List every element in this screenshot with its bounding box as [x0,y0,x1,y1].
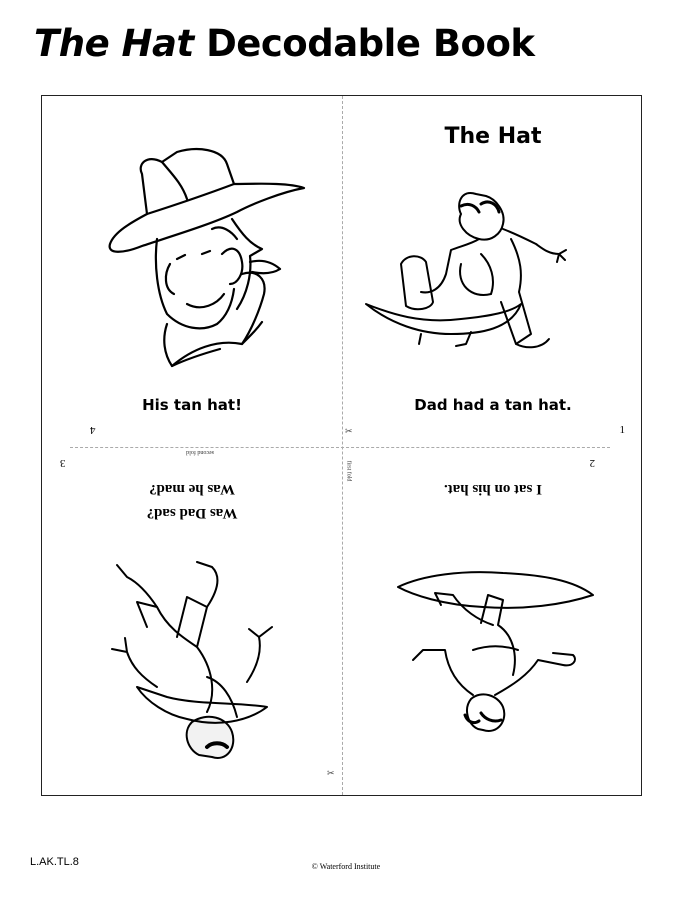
boy-holding-hat-illustration [361,184,591,359]
panel-page-3 [42,447,342,797]
panel-page-4 [42,96,342,446]
boy-sitting-on-hat-illustration [383,555,613,745]
dad-falling-illustration [87,552,307,777]
first-fold-label: first fold [345,460,352,482]
page-3-line-1: Was Dad sad? [146,505,238,521]
second-fold-label-left: second fold [186,449,214,455]
page-1-number: 1 [619,424,625,436]
panel-page-2 [343,447,643,797]
copyright-notice: © Waterford Institute [311,862,381,871]
page-4-text: His tan hat! [142,396,242,414]
cowboy-portrait-illustration [102,144,312,369]
page-3-line-2: Was he mad? [149,481,235,497]
title-italic: The Hat [34,22,194,65]
page-title [34,22,534,65]
page-1-text: Dad had a tan hat. [414,396,572,414]
panel-cover [343,96,643,446]
booklet-sheet [41,95,642,796]
scissors-icon: ✂ [345,426,353,436]
book-title: The Hat [444,124,542,149]
document-code: L.AK.TL.8 [30,856,79,868]
page-3-number: 3 [60,457,66,469]
page-4-number: 4 [90,424,96,436]
page-2-number: 2 [589,457,595,469]
title-rest: Decodable Book [193,22,535,65]
scissors-icon-bottom: ✂ [327,768,335,778]
page-2-text: I sat on his hat. [444,481,542,497]
